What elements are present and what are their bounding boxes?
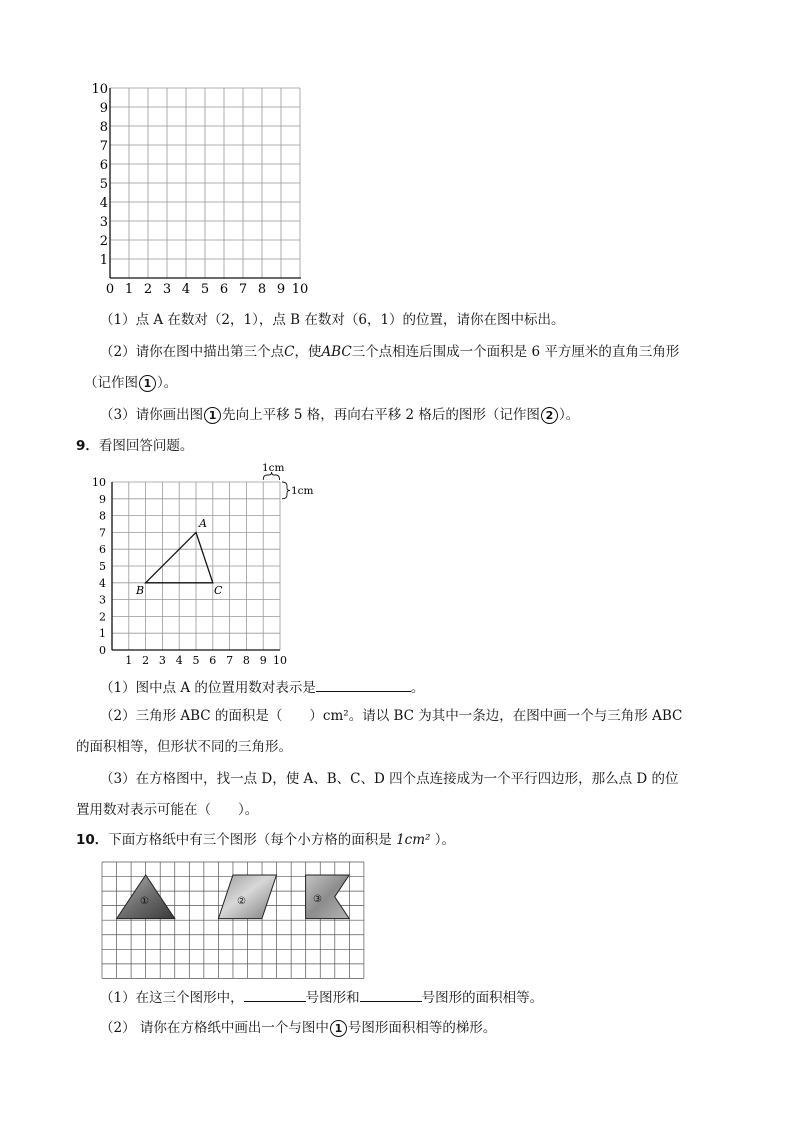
answer-blank-1[interactable] bbox=[244, 987, 306, 1002]
grid-2-lines bbox=[112, 482, 280, 650]
y-tick-label: 4 bbox=[99, 196, 108, 211]
x-tick-label: 2 bbox=[143, 282, 153, 297]
point-label-c: C bbox=[214, 584, 223, 597]
q8-part2: （2）请你在图中描出第三个点C，使ABC三个点相连后围成一个面积是 6 平方厘米的直角三角形 bbox=[100, 344, 680, 360]
grid-2-x-labels bbox=[125, 654, 287, 667]
y-tick-label: 1 bbox=[99, 627, 106, 641]
y-tick-label: 9 bbox=[99, 492, 106, 506]
x-tick-label: 8 bbox=[242, 654, 250, 667]
q10-part2: （2） 请你在方格纸中画出一个与图中 1 号图形面积相等的梯形。 bbox=[100, 1020, 497, 1036]
x-tick-label: 9 bbox=[259, 654, 267, 667]
y-tick-label: 10 bbox=[92, 476, 106, 489]
x-tick-label: 6 bbox=[209, 654, 217, 667]
x-tick-label: 3 bbox=[162, 282, 172, 297]
x-tick-label: 9 bbox=[276, 282, 286, 297]
x-tick-label: 6 bbox=[219, 282, 229, 297]
x-tick-label: 4 bbox=[175, 654, 183, 667]
grid-1-x-labels bbox=[106, 282, 308, 297]
x-tick-label: 1 bbox=[125, 654, 133, 667]
q10-title: 10．下面方格纸中有三个图形（每个小方格的面积是 1cm² ）。 bbox=[76, 832, 456, 848]
q9-part2-cont: 的面积相等，但形状不同的三角形。 bbox=[76, 739, 292, 755]
q9-part2: （2）三角形 ABC 的面积是（ ）cm²。请以 BC 为其中一条边，在图中画一个与三角形 ABC bbox=[100, 708, 683, 724]
x-tick-label: 3 bbox=[158, 654, 166, 667]
y-tick-label: 9 bbox=[99, 101, 108, 116]
q9-title: 9．看图回答问题。 bbox=[76, 438, 194, 454]
point-label-a: A bbox=[199, 517, 207, 530]
y-tick-label: 8 bbox=[99, 120, 108, 135]
y-tick-label: 4 bbox=[99, 576, 106, 590]
answer-blank-2[interactable] bbox=[360, 987, 422, 1002]
q9-part1: （1）图中点 A 的位置用数对表示是 。 bbox=[100, 677, 424, 697]
shape-1-label: ① bbox=[140, 896, 149, 907]
q8-part2-cont: （记作图 1 ）。 bbox=[84, 375, 178, 391]
shape-3-label: ③ bbox=[313, 894, 322, 905]
y-tick-label: 6 bbox=[99, 543, 106, 557]
y-tick-label: 8 bbox=[99, 509, 106, 523]
y-tick-label: 3 bbox=[99, 215, 108, 230]
x-tick-label: 8 bbox=[257, 282, 267, 297]
y-tick-label: 5 bbox=[99, 560, 106, 573]
x-tick-label: 10 bbox=[273, 654, 287, 667]
q8-part3: （3）请你画出图 1 先向上平移 5 格，再向右平移 2 格后的图形（记作图 2 ）。 bbox=[100, 407, 580, 423]
q10-part1: （1）在这三个图形中， 号图形和 号图形的面积相等。 bbox=[100, 987, 543, 1007]
grid-1-lines bbox=[110, 88, 300, 278]
grid-1 bbox=[86, 82, 326, 297]
answer-blank[interactable] bbox=[316, 677, 411, 692]
x-tick-label: 5 bbox=[200, 282, 210, 297]
y-tick-label: 7 bbox=[99, 139, 108, 154]
unit-label-side: 1cm bbox=[291, 485, 314, 497]
x-tick-label: 10 bbox=[291, 282, 309, 297]
unit-brace-side bbox=[282, 482, 290, 499]
x-tick-label: 0 bbox=[105, 282, 115, 297]
shape-2-label: ② bbox=[237, 896, 246, 907]
q8-part1: （1）点 A 在数对（2，1），点 B 在数对（6，1）的位置，请你在图中标出。 bbox=[100, 312, 565, 328]
y-tick-label: 2 bbox=[99, 610, 106, 624]
y-tick-label: 1 bbox=[99, 253, 108, 268]
x-tick-label: 7 bbox=[226, 654, 234, 667]
x-tick-label: 1 bbox=[124, 282, 134, 297]
circled-number-1: 1 bbox=[139, 375, 156, 392]
point-label-b: B bbox=[136, 584, 145, 597]
q9-part3-cont: 置用数对表示可能在（ ）。 bbox=[76, 802, 259, 818]
y-tick-label: 0 bbox=[99, 644, 106, 657]
circled-number-1: 1 bbox=[204, 407, 221, 424]
circled-number-2: 2 bbox=[541, 407, 558, 424]
grid-2 bbox=[86, 458, 326, 673]
grid-2-y-labels bbox=[92, 476, 106, 657]
y-tick-label: 3 bbox=[99, 593, 106, 607]
y-tick-label: 2 bbox=[99, 234, 108, 249]
y-tick-label: 7 bbox=[99, 526, 106, 540]
x-tick-label: 5 bbox=[192, 654, 200, 667]
x-tick-label: 7 bbox=[238, 282, 248, 297]
y-tick-label: 5 bbox=[99, 177, 108, 192]
y-tick-label: 6 bbox=[99, 158, 108, 173]
grid-3 bbox=[100, 858, 368, 982]
q9-part3: （3）在方格图中，找一点 D，使 A、B、C、D 四个点连接成为一个平行四边形，那么点 D 的位 bbox=[100, 771, 679, 787]
grid-1-y-labels bbox=[91, 82, 108, 268]
unit-label-top: 1cm bbox=[262, 462, 285, 474]
x-tick-label: 2 bbox=[142, 654, 150, 667]
y-tick-label: 10 bbox=[91, 82, 108, 97]
x-tick-label: 4 bbox=[181, 282, 191, 297]
circled-number-1: 1 bbox=[330, 1020, 347, 1037]
